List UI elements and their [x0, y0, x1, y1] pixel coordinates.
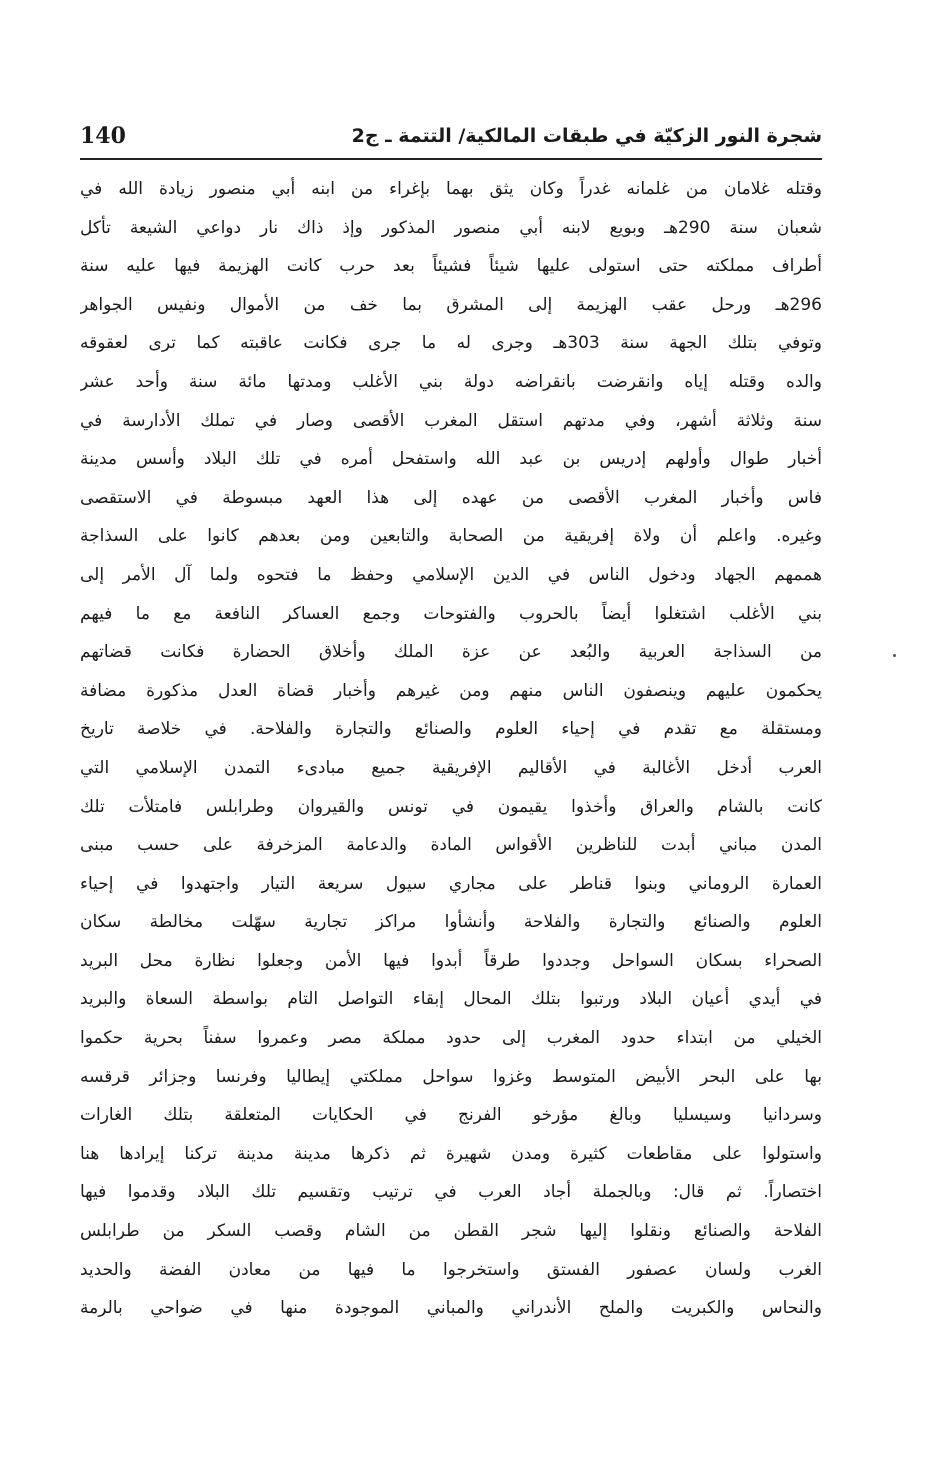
margin-dot: [893, 654, 896, 657]
text-line: يحكمون عليهم وينصفون الناس منهم ومن غيرهم وأخبار قضاة العدل مذكورة مضافة: [80, 680, 822, 701]
text-line: وغيره. واعلم أن ولاة إفريقية من الصحابة والتابعين ومن بعدهم كانوا على السذاجة: [80, 526, 822, 547]
text-line: أطراف مملكته حتى استولى عليها شيئاً فشيئاً بعد حرب كانت الهزيمة فيها عليه سنة: [80, 256, 822, 277]
body-text: [80, 170, 822, 1328]
text-line: وتوفي بتلك الجهة سنة 303هـ وجرى له ما جرى فكانت عاقبته كما ترى لعقوقه: [80, 333, 822, 354]
text-line: أخبار طوال وأولهم إدريس بن عبد الله واستفحل أمره في تلك البلاد وأسس مدينة: [80, 449, 822, 470]
text-line: واستولوا على مقاطعات كثيرة ومدن شهيرة ثم ذكرها مدينة مدينة تركنا إيرادها هنا: [80, 1143, 822, 1164]
text-line: المدن مباني أبدت للناظرين الأقواس المادة والدعامة المزخرفة على حسب مبنى: [80, 835, 822, 856]
text-line: بني الأغلب اشتغلوا أيضاً بالحروب والفتوحات وجمع العساكر النافعة مع ما فيهم: [80, 603, 822, 624]
text-line: فاس وأخبار المغرب الأقصى من عهده إلى هذا العهد مبسوطة في الاستقصى: [80, 487, 822, 508]
text-line: والده وقتله إياه وانقرضت بانقراضه دولة بني الأغلب ومدتها مائة سنة وأحد عشر: [80, 371, 822, 392]
text-line: وقتله غلامان من غلمانه غدراً وكان يثق بهما بإغراء من ابنه أبي منصور زيادة الله في: [80, 179, 822, 199]
text-line: ومستقلة مع تقدم في إحياء العلوم والصنائع والتجارة والفلاحة. في خلاصة تاريخ: [80, 719, 822, 740]
text-line: شعبان سنة 290هـ وبويع لابنه أبي منصور المذكور وإذ ذاك نار دواعي الشيعة تأكل: [80, 217, 822, 238]
text-line: وسردانيا وسيسليا وبالغ مؤرخو الفرنج في الحكايات المتعلقة بتلك الغارات: [80, 1105, 822, 1126]
running-title: شجرة النور الزكيّة في طبقات المالكية/ التتمة ـ ج2: [351, 125, 822, 147]
text-line: الفلاحة والصنائع ونقلوا إليها شجر القطن من الشام وقصب السكر من طرابلس: [80, 1221, 822, 1242]
header-rule: [80, 158, 822, 160]
text-line: بها على البحر الأبيض المتوسط وغزوا سواحل مملكتي إيطاليا وفرنسا وجزائر قرقسه: [80, 1066, 822, 1087]
text-line: 296هـ ورحل عقب الهزيمة إلى المشرق بما خف من الأموال ونفيس الجواهر: [80, 294, 822, 315]
text-line: من السذاجة العربية والبُعد عن عزة الملك وأخلاق الحضارة فكانت قضاتهم: [80, 642, 822, 663]
page-header: [80, 116, 822, 156]
text-line: الصحراء بسكان السواحل وجددوا طرقاً أبدوا فيها الأمن وجعلوا نظارة محل البريد: [80, 950, 822, 971]
text-line: الخيلي من ابتداء حدود المغرب إلى حدود مملكة مصر وعمروا سفناً بحرية حكموا: [80, 1028, 822, 1049]
text-line: في أيدي أعيان البلاد ورتبوا بتلك المحال إبقاء التواصل التام بواسطة السعاة والبريد: [80, 989, 822, 1010]
text-line: العمارة الروماني وبنوا قناطر على مجاري سيول سريعة التيار واجتهدوا في إحياء: [80, 873, 822, 894]
text-line: سنة وثلاثة أشهر، وفي مدتهم استقل المغرب الأقصى وصار في تملك الأدارسة في: [80, 410, 822, 431]
text-line: والنحاس والكبريت والملح الأندراني والمباني الموجودة منها في ضواحي بالرمة: [80, 1298, 822, 1319]
text-line: اختصاراً. ثم قال: وبالجملة أجاد العرب في ترتيب وتقسيم تلك البلاد وقدموا فيها: [80, 1182, 822, 1203]
text-line: العلوم والصنائع والتجارة والفلاحة وأنشأوا مراكز تجارية سهّلت مخالطة سكان: [80, 912, 822, 933]
text-line: الغرب ولسان عصفور الفستق واستخرجوا ما فيها من معادن الفضة والحديد: [80, 1259, 822, 1280]
text-line: كانت بالشام والعراق وأخذوا يقيمون في تونس والقيروان وطرابلس فامتلأت تلك: [80, 796, 822, 817]
text-line: العرب أدخل الأغالبة في الأقاليم الإفريقية جميع مبادىء التمدن الإسلامي التي: [80, 757, 822, 778]
page-number: 140: [80, 123, 126, 149]
text-line: هممهم الجهاد ودخول الناس في الدين الإسلامي وحفظ ما فتحوه ولما آل الأمر إلى: [80, 564, 822, 585]
